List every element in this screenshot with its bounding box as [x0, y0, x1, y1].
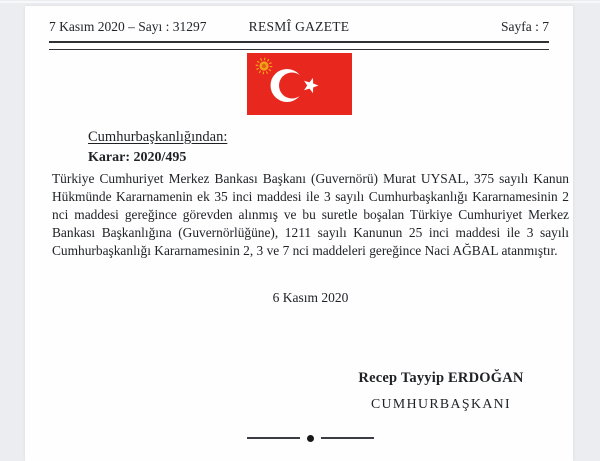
presidential-sun-core-icon	[262, 64, 266, 68]
separator-line-right	[321, 437, 374, 439]
crescent-cutout	[279, 73, 305, 99]
gazette-header	[49, 19, 549, 37]
section-separator	[52, 433, 569, 443]
president-name: Recep Tayyip ERDOĞAN	[358, 370, 524, 386]
separator-dot	[307, 435, 314, 442]
turkish-flag	[247, 53, 352, 115]
document-page	[25, 6, 573, 461]
page-number: Sayfa : 7	[501, 19, 550, 34]
issuing-authority: Cumhurbaşkanlığından:	[88, 129, 228, 145]
decision-number: Karar: 2020/495	[88, 150, 187, 165]
decision-body-text: Türkiye Cumhuriyet Merkez Bankası Başkanı (Guvernörü) Murat UYSAL, 375 sayılı Kanun Hükmünde Kararnamenin ek 35 inci maddesi ile 3 sayılı Cumhurbaşkanlığı Kararnamesinin 2 nci maddesi gereğince görevden alınmış ve bu suretle boşalan Türkiye Cumhuriyet Merkez Bankası Başkanlığına (Guvernörlüğüne), 1211 sayılı Kanunun 25 inci maddesi ile 3 sayılı Cumhurbaşkanlığı Kararnamesinin 2, 3 ve 7 nci maddeleri gereğince Naci AĞBAL atanmıştır.	[52, 171, 569, 258]
viewer-top-edge	[0, 1, 600, 3]
president-title: CUMHURBAŞKANI	[370, 396, 512, 411]
gazette-title: RESMÎ GAZETE	[248, 19, 350, 34]
issue-date-and-number: 7 Kasım 2020 – Sayı : 31297	[49, 19, 207, 34]
decision-date: 6 Kasım 2020	[272, 290, 349, 305]
separator-line-left	[247, 437, 300, 439]
header-double-rule	[49, 41, 549, 50]
signature-block	[331, 370, 551, 412]
